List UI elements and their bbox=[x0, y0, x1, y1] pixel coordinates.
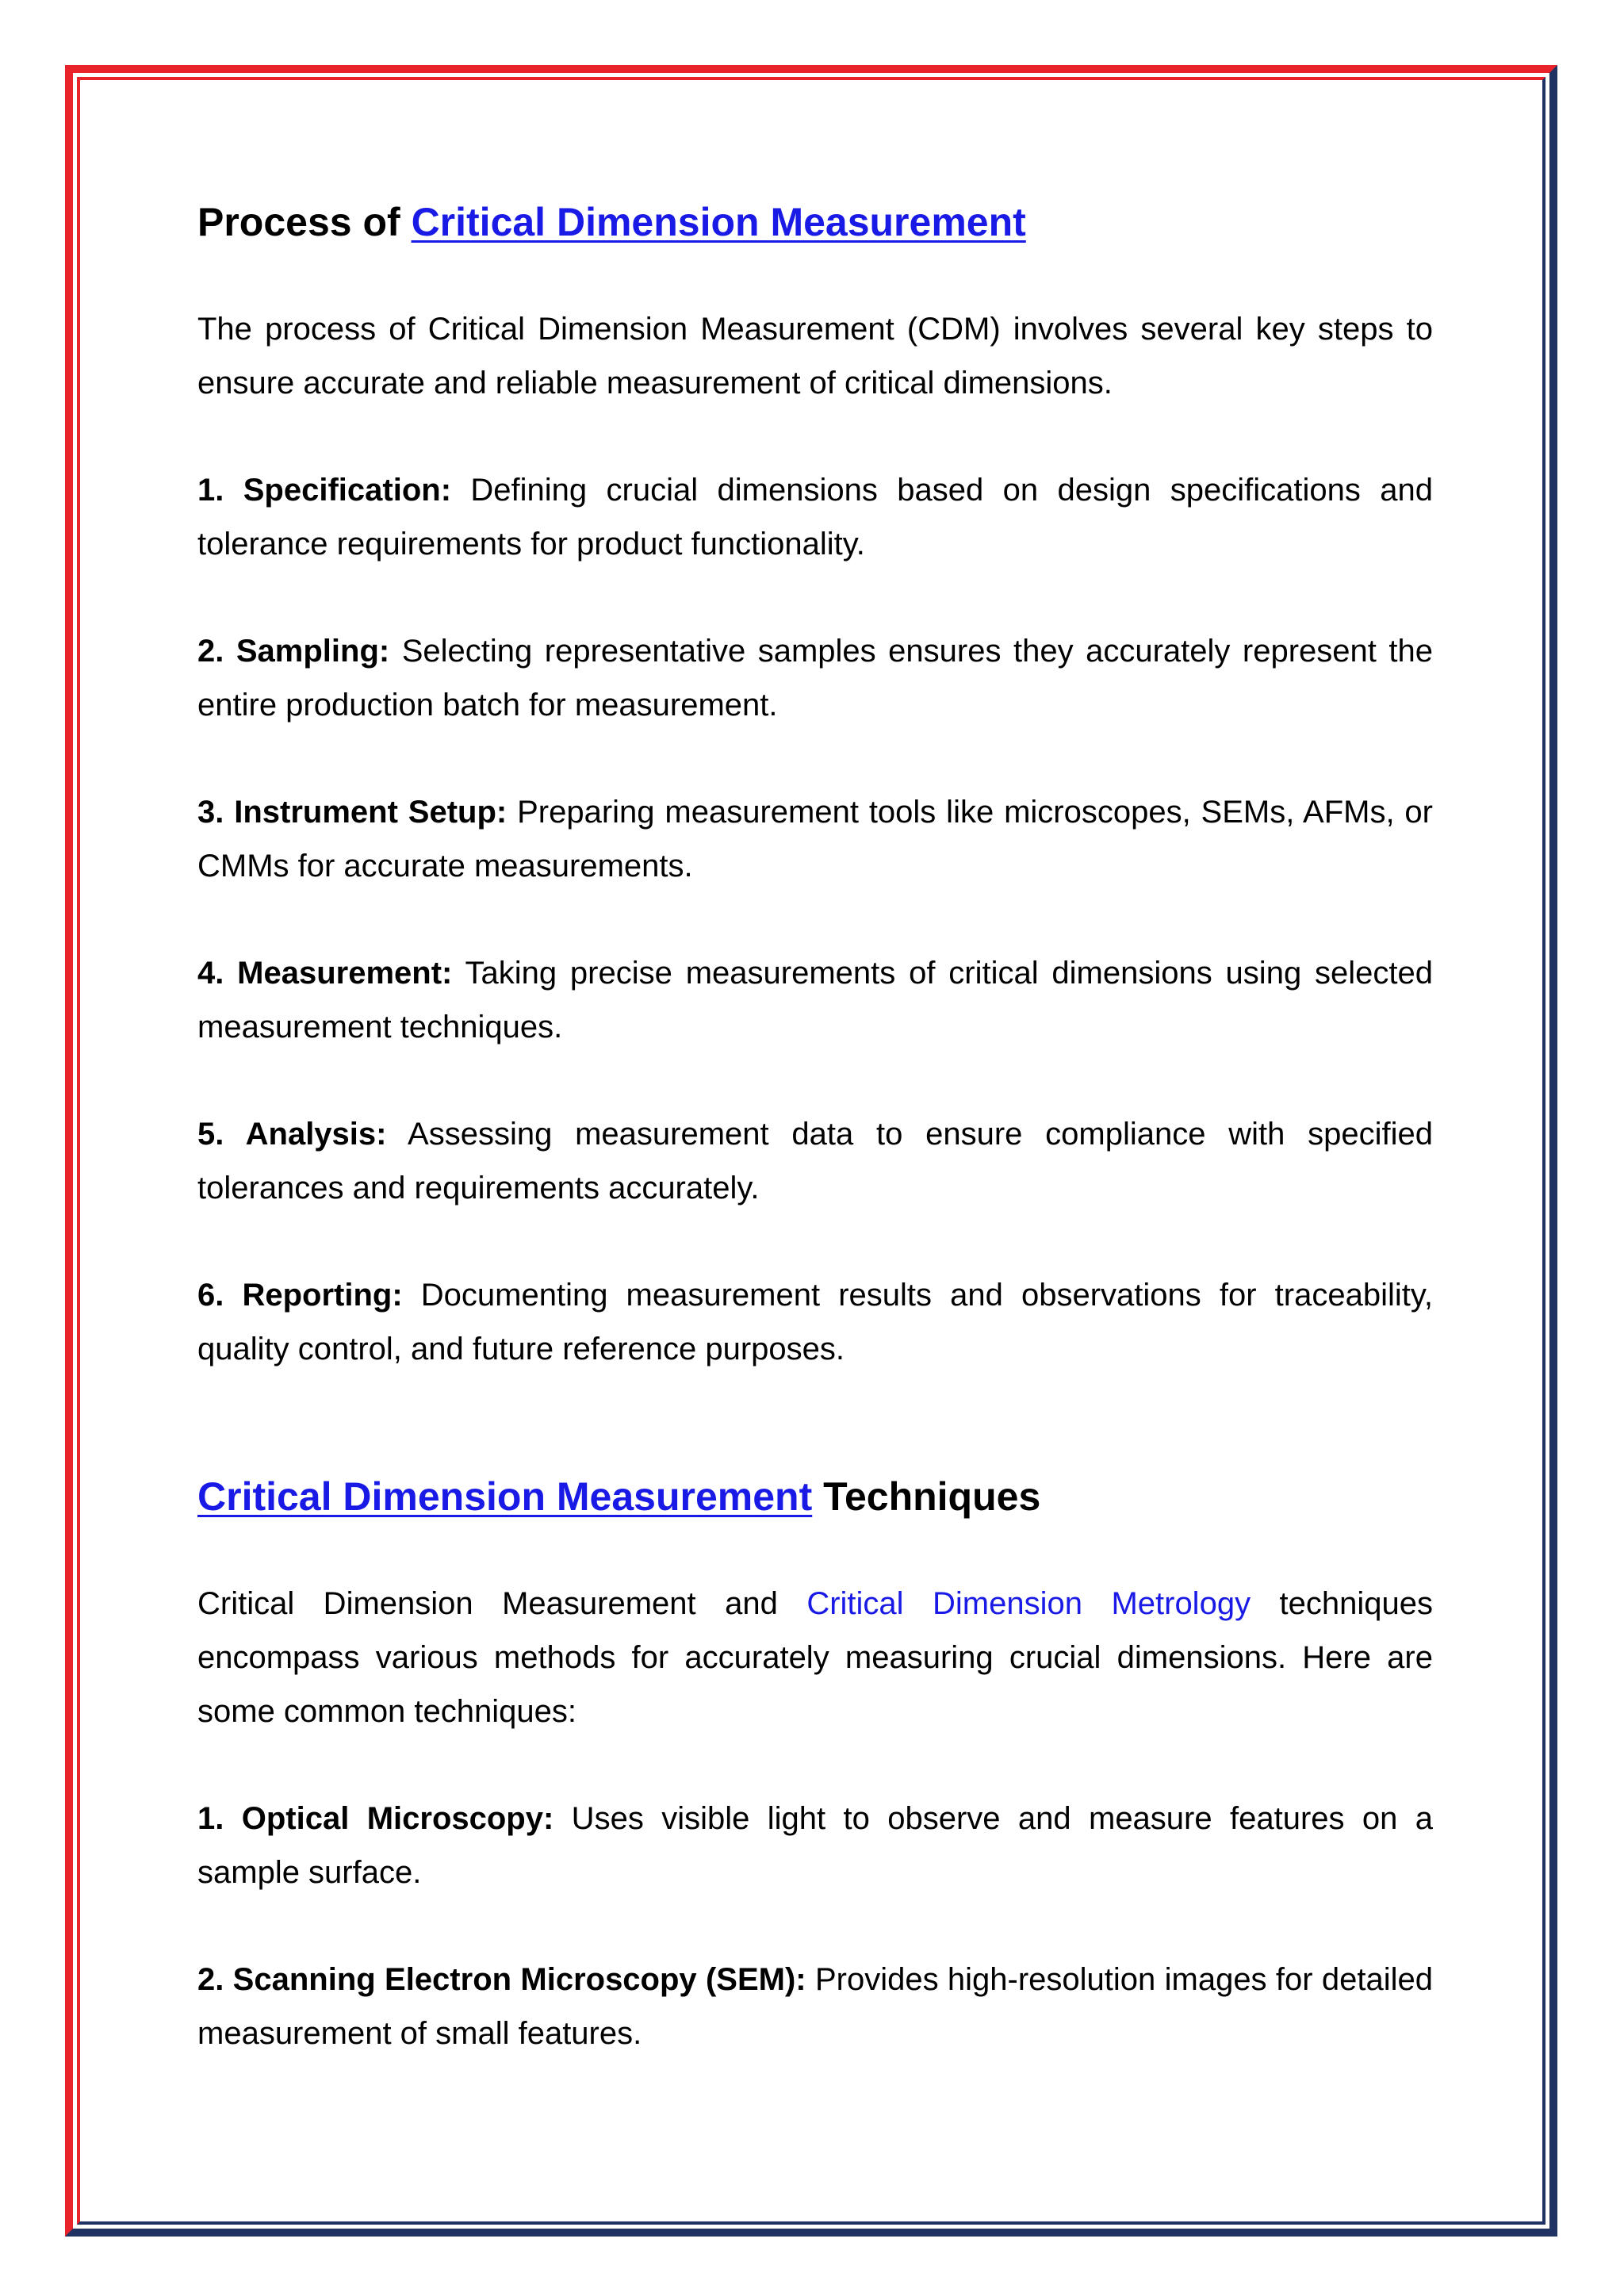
step-label: 5. Analysis: bbox=[197, 1117, 387, 1152]
step-text: Preparing measurement tools like microscopes, SEMs, AFMs, or CMMs for accurate measurements. bbox=[197, 795, 1433, 884]
technique-text: Uses visible light to observe and measure features on a sample surface. bbox=[197, 1801, 1434, 1890]
process-step-measurement bbox=[197, 946, 1433, 1054]
step-text: Selecting representative samples ensures they accurately represent the entire production batch for measurement. bbox=[197, 634, 1433, 723]
technique-label: 1. Optical Microscopy: bbox=[197, 1801, 554, 1836]
process-step-analysis bbox=[197, 1107, 1433, 1215]
step-text: Documenting measurement results and observations for traceability, quality control, and future reference purposes. bbox=[197, 1278, 1433, 1366]
step-label: 1. Specification: bbox=[197, 473, 452, 508]
critical-dimension-measurement-link[interactable]: Critical Dimension Measurement bbox=[411, 200, 1026, 244]
technique-text: Provides high-resolution images for detailed measurement of small features. bbox=[197, 1962, 1433, 2051]
process-step-specification bbox=[197, 463, 1433, 571]
critical-dimension-measurement-link[interactable]: Critical Dimension Measurement bbox=[197, 1474, 813, 1519]
step-label: 2. Sampling: bbox=[197, 634, 390, 669]
critical-dimension-metrology-link[interactable]: Critical Dimension Metrology bbox=[806, 1586, 1251, 1621]
section-heading-techniques bbox=[197, 1473, 1433, 1520]
technique-label: 2. Scanning Electron Microscopy (SEM): bbox=[197, 1962, 806, 1997]
techniques-intro-paragraph bbox=[197, 1577, 1433, 1738]
step-label: 4. Measurement: bbox=[197, 956, 453, 991]
step-label: 3. Instrument Setup: bbox=[197, 795, 508, 830]
step-text: Defining crucial dimensions based on design specifications and tolerance requirements for product functionality. bbox=[197, 473, 1433, 562]
document-body bbox=[197, 198, 1433, 2060]
step-text: Assessing measurement data to ensure compliance with specified tolerances and requirements accurately. bbox=[197, 1117, 1433, 1205]
process-step-reporting bbox=[197, 1268, 1433, 1376]
intro-text: techniques encompass various methods for accurately measuring crucial dimensions. Here are some common techniques: bbox=[197, 1586, 1434, 1729]
intro-text: Critical Dimension Measurement and bbox=[197, 1586, 807, 1621]
process-intro-paragraph: The process of Critical Dimension Measurement (CDM) involves several key steps to ensure accurate and reliable measurement of critical dimensions. bbox=[197, 312, 1433, 401]
heading-text: Techniques bbox=[812, 1474, 1041, 1519]
section-heading-process bbox=[197, 198, 1433, 246]
process-step-instrument-setup bbox=[197, 785, 1433, 893]
step-label: 6. Reporting: bbox=[197, 1278, 403, 1313]
technique-sem bbox=[197, 1953, 1433, 2060]
process-step-sampling bbox=[197, 624, 1433, 732]
heading-text: Process of bbox=[197, 200, 412, 244]
technique-optical-microscopy bbox=[197, 1792, 1433, 1899]
step-text: Taking precise measurements of critical dimensions using selected measurement techniques. bbox=[197, 956, 1433, 1045]
